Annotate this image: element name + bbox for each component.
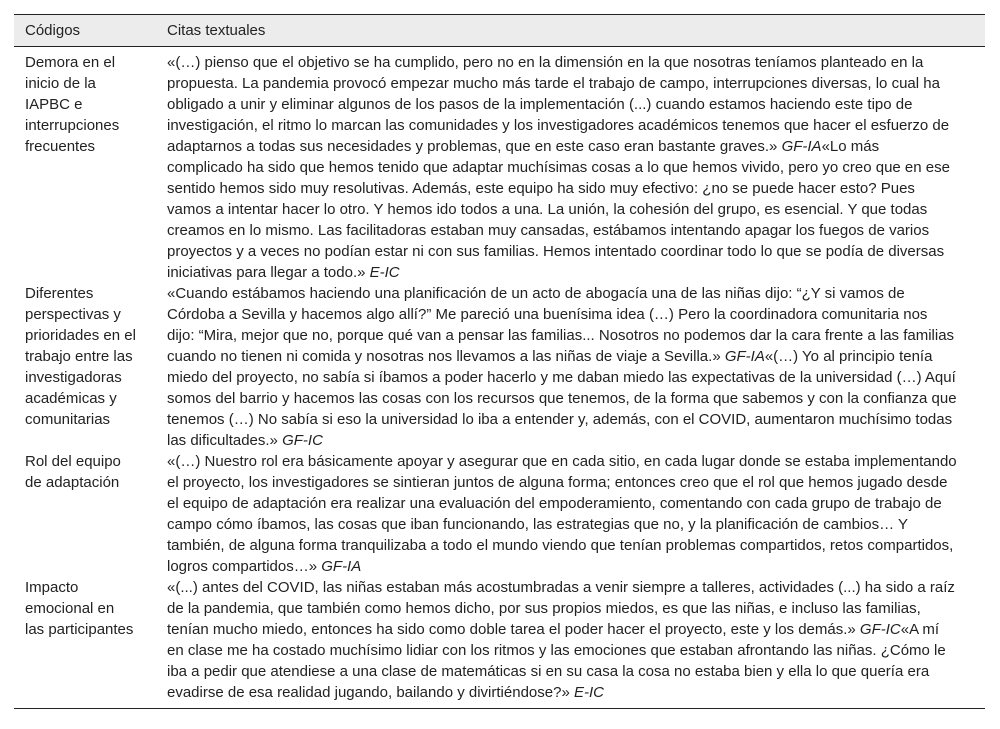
quote-source: GF-IC — [859, 621, 901, 638]
quote-text: «(…) pienso que el objetivo se ha cumplido, pero no en la dimensión en la que nosotras teníamos planteado en la propuesta. La pandemia provocó empezar mucho más tarde el trabajo de campo, interrupciones diversas, lo cual ha obligado a unir y eliminar algunos de los pasos de la implementación (...) cuando estamos haciendo este tipo de investigación, el ritmo lo marcan las comunidades y los investigadores académicos tenemos que hacer el esfuerzo de adaptarnos a todas sus necesidades y problemas, que en este caso eran bastante graves.» — [167, 54, 950, 155]
quote-source: E-IC — [369, 264, 400, 281]
header-citas: Citas textuales — [156, 15, 985, 47]
quote-source: GF-IA — [724, 348, 765, 365]
header-codigos: Códigos — [14, 15, 156, 47]
row-code: Demora en el inicio de la IAPBC e interrupciones frecuentes — [25, 54, 120, 155]
quote-text: «A mí en clase me ha costado muchísimo lidiar con los ritmos y las emociones que estaban afrontando las niñas. ¿Cómo le iba a pedir que atendiese a una clase de matemáticas si en su casa la cosa no estaba bien y ella lo que quería era evadirse de esa realidad jugando, bailando y divirtiéndose?» — [167, 621, 946, 701]
table-header-row — [14, 15, 985, 47]
table-row — [14, 577, 985, 709]
row-code: Diferentes perspectivas y prioridades en el trabajo entre las investigadoras académicas y comunitarias — [25, 285, 136, 428]
quote-text: «(…) Yo al principio tenía miedo del proyecto, no sabía si íbamos a poder hacerlo y me daban miedo las expectativas de la universidad (…) Aquí somos del barrio y hacemos las cosas con los recursos que tenemos, de la forma que sabemos y con la confianza que tenemos (…) No sabía si eso la universidad lo iba a entender y, además, con el COVID, aumentaron muchísimo todas las dificultades.» — [167, 348, 957, 449]
row-quotes — [156, 47, 985, 284]
row-code: Impacto emocional en las participantes — [14, 577, 156, 709]
table-row — [14, 451, 985, 577]
row-quotes — [156, 577, 985, 709]
row-quotes — [156, 283, 985, 451]
quotes-table-container — [14, 14, 985, 709]
quote-text: «(...) antes del COVID, las niñas estaban más acostumbradas a venir siempre a talleres, actividades (...) ha sido a raíz de la pandemia, que también como hemos dicho, por sus propios miedos, es que las niñas, e incluso las familias, tenían mucho miedo, entonces ha sido como doble tarea el poder hacer el proyecto, este y los demás.» — [167, 579, 955, 638]
quote-text: «Cuando estábamos haciendo una planificación de un acto de abogacía una de las niñas dijo: “¿Y si vamos de Córdoba a Sevilla y hacemos algo allí?” Me pareció una buenísima idea (…) Pero la coordinadora comunitaria nos dijo: “Mira, mejor que no, porque qué van a pensar las familias... Nosotros no podemos dar la cara frente a las familias cuando no tienen ni comida y nosotras nos llevamos a las niñas de viaje a Sevilla.» — [167, 285, 955, 365]
row-quotes — [156, 451, 985, 577]
quote-source: GF-IA — [781, 138, 822, 155]
quote-text: «Lo más complicado ha sido que hemos tenido que adaptar muchísimas cosas a lo que hemos vivido, pero yo creo que en ese sentido hemos sido muy resolutivas. Además, este equipo ha sido muy efectivo: ¿no se puede hacer esto? Pues vamos a intentar hacer lo otro. Y hemos ido todos a una. La unión, la cohesión del grupo, es esencial. Y que todas creamos en lo mismo. Las facilitadoras estaban muy cansadas, estábamos intentando apagar los fuegos de varios proyectos y a veces no podían estar ni con sus familias. Hemos intentado coordinar todo lo que se podía de diversas iniciativas para llegar a todo.» — [167, 138, 950, 281]
table-row — [14, 283, 985, 451]
quote-text: «(…) Nuestro rol era básicamente apoyar y asegurar que en cada sitio, en cada lugar donde se estaba implementando el proyecto, los investigadores se sintieran juntos de alguna forma; entonces creo que el rol que hemos jugado desde el equipo de adaptación era realizar una evaluación del empoderamiento, comentando con cada grupo de trabajo de campo cómo íbamos, las cosas que iban funcionando, las estrategias que no, y la planificación de cambios… Y también, de alguna forma tranquilizaba a todo el mundo viendo que tenían problemas compartidos, retos compartidos, logros compartidos…» — [167, 453, 957, 575]
quote-source: GF-IA — [321, 558, 362, 575]
quote-source: GF-IC — [282, 432, 323, 449]
table-row — [14, 47, 985, 284]
quote-source: E-IC — [573, 684, 604, 701]
quotes-table — [14, 14, 985, 709]
row-code: Rol del equipo de adaptación — [25, 453, 121, 491]
